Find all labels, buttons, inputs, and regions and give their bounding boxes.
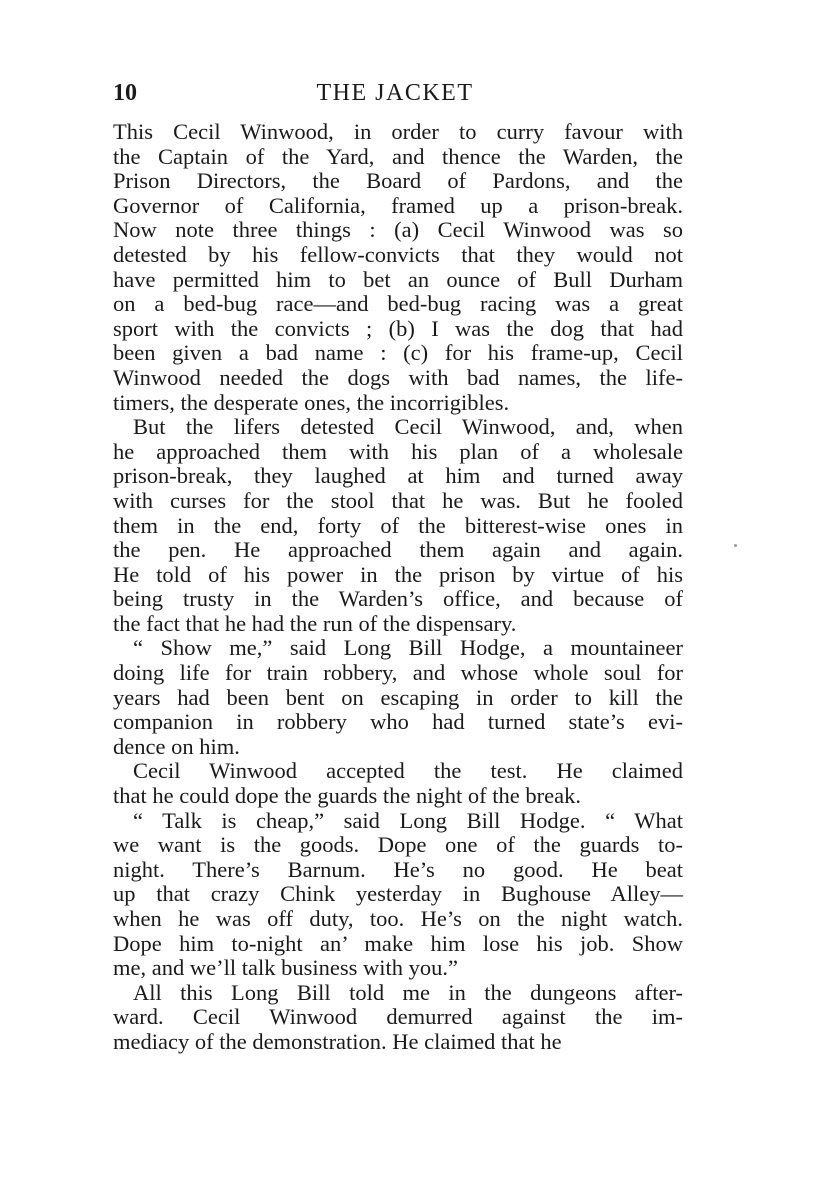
- text-line: detested by his fellow-convicts that they would not: [113, 241, 683, 267]
- text-line: he approached them with his plan of a wholesale: [113, 438, 683, 464]
- text-line: Cecil Winwood accepted the test. He claimed: [133, 758, 683, 784]
- text-line: All this Long Bill told me in the dungeons after-: [133, 979, 683, 1005]
- text-line: the fact that he had the run of the dispensary.: [113, 610, 517, 636]
- text-line: “ Talk is cheap,” said Long Bill Hodge. “ What: [133, 807, 683, 833]
- text-line: dence on him.: [113, 733, 240, 759]
- paragraph: [113, 636, 683, 759]
- page-number: 10: [113, 80, 137, 106]
- text-line: the Captain of the Yard, and thence the Warden, the: [113, 143, 683, 169]
- text-line: up that crazy Chink yesterday in Bughouse Alley—: [113, 881, 683, 907]
- paragraph: [113, 120, 683, 415]
- text-line: when he was off duty, too. He’s on the night watch.: [113, 906, 683, 931]
- text-line: night. There’s Barnum. He’s no good. He beat: [113, 856, 683, 882]
- text-line: Prison Directors, the Board of Pardons, and the: [113, 168, 683, 194]
- paragraph: [113, 415, 683, 636]
- body-text: [113, 120, 683, 1055]
- text-line: “ Show me,” said Long Bill Hodge, a mountaineer: [133, 635, 683, 661]
- text-line: years had been bent on escaping in order to kill the: [113, 684, 683, 710]
- text-line: being trusty in the Warden’s office, and because of: [113, 586, 683, 612]
- paragraph: [113, 981, 683, 1055]
- text-line: me, and we’ll talk business with you.”: [113, 955, 458, 981]
- text-line: on a bed-bug race—and bed-bug racing was a great: [113, 291, 683, 317]
- text-line: Governor of California, framed up a prison-break.: [113, 192, 683, 218]
- text-line: companion in robbery who had turned state’s evi-: [113, 709, 683, 735]
- text-line: sport with the convicts ; (b) I was the dog that had: [113, 315, 683, 341]
- text-line: doing life for train robbery, and whose whole soul for: [113, 660, 683, 686]
- text-line: the pen. He approached them again and again.: [113, 537, 683, 563]
- text-line: we want is the goods. Dope one of the guards to-: [113, 832, 683, 858]
- text-line: ward. Cecil Winwood demurred against the im-: [113, 1004, 683, 1030]
- text-line: timers, the desperate ones, the incorrigibles.: [113, 389, 510, 415]
- stray-ink-mark: [734, 544, 737, 547]
- text-line: Winwood needed the dogs with bad names, the life-: [113, 364, 683, 390]
- text-line: them in the end, forty of the bitterest-wise ones in: [113, 512, 683, 538]
- text-line: mediacy of the demonstration. He claimed that he: [113, 1028, 562, 1054]
- text-line: that he could dope the guards the night of the break.: [113, 783, 581, 809]
- text-line: have permitted him to bet an ounce of Bull Durham: [113, 266, 683, 292]
- text-line: Now note three things : (a) Cecil Winwood was so: [113, 217, 683, 243]
- running-title: THE JACKET: [316, 80, 474, 106]
- text-line: Dope him to-night an’ make him lose his job. Show: [113, 930, 683, 956]
- paragraph: [113, 809, 683, 981]
- text-line: with curses for the stool that he was. But he fooled: [113, 487, 683, 513]
- text-line: This Cecil Winwood, in order to curry favour with: [113, 119, 683, 144]
- text-line: He told of his power in the prison by virtue of his: [113, 561, 683, 587]
- paragraph: [113, 759, 683, 808]
- text-line: prison-break, they laughed at him and turned away: [113, 463, 683, 489]
- text-line: been given a bad name : (c) for his frame-up, Cecil: [113, 340, 683, 366]
- text-line: But the lifers detested Cecil Winwood, and, when: [133, 414, 683, 440]
